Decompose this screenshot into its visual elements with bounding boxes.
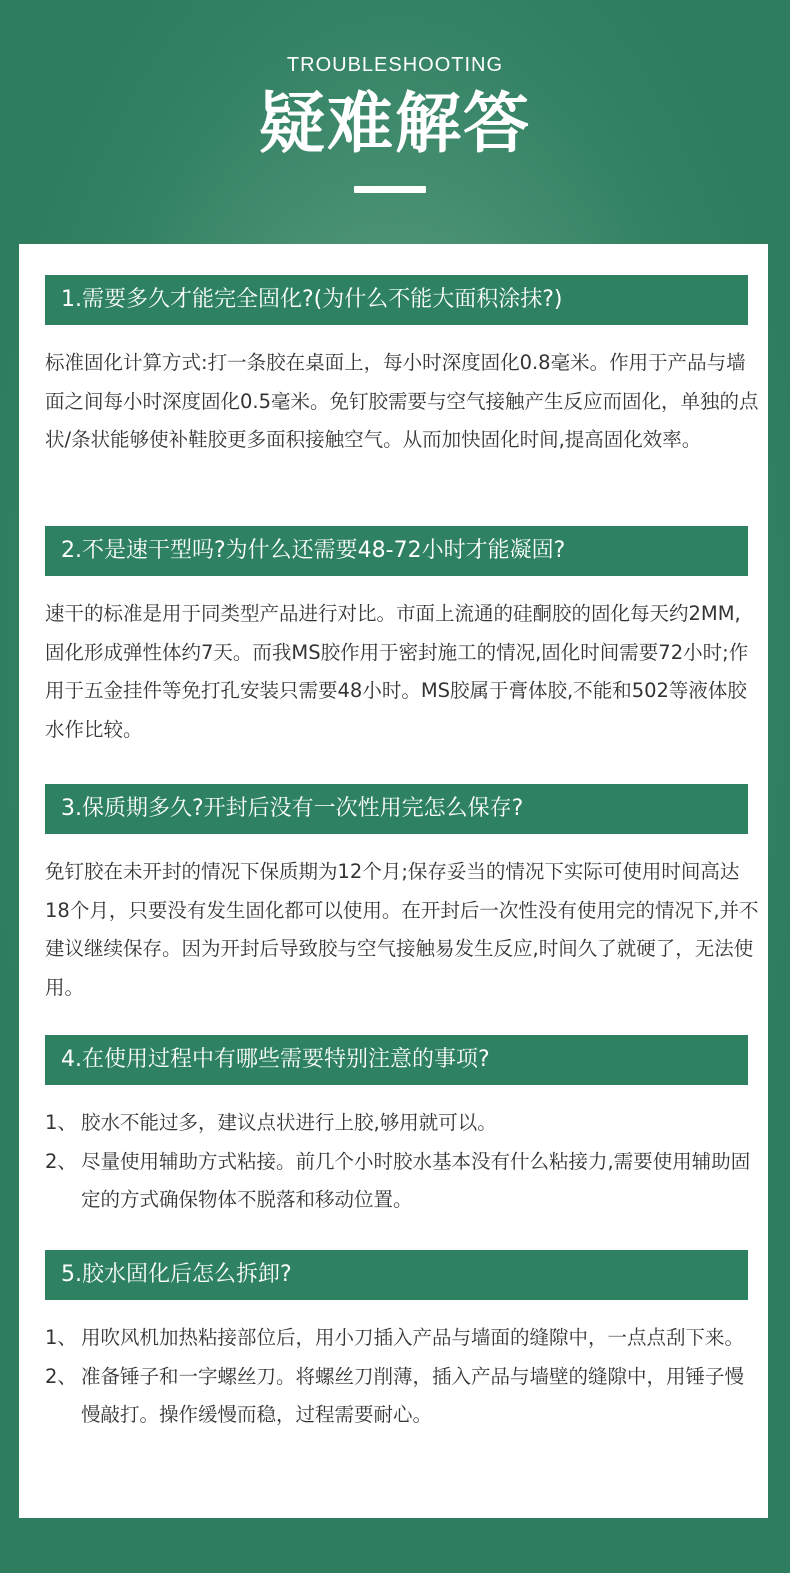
section-5-list (45, 1319, 759, 1435)
section-2-body: 速干的标准是用于同类型产品进行对比。市面上流通的硅酮胶的固化每天约2MM,固化形成弹性体约7天。而我MS胶作用于密封施工的情况,固化时间需要72小时;作用于五金挂件等免打孔安装只需要48小时。MS胶属于膏体胶,不能和502等液体胶水作比较。 (45, 602, 749, 741)
list-item-number: 2、 (45, 1364, 77, 1388)
section-5-title: 5.胶水固化后怎么拆卸? (45, 1250, 748, 1300)
title-underline (354, 186, 426, 193)
header-subtitle: TROUBLESHOOTING (286, 54, 504, 76)
header (0, 0, 790, 244)
section-4-list (45, 1104, 759, 1220)
section-4-title: 4.在使用过程中有哪些需要特别注意的事项? (45, 1035, 748, 1085)
list-item (45, 1319, 759, 1358)
content-panel (19, 244, 768, 1518)
list-item-text: 准备锤子和一字螺丝刀。将螺丝刀削薄，插入产品与墙壁的缝隙中，用锤子慢慢敲打。操作缓慢而稳，过程需要耐心。 (81, 1364, 745, 1426)
list-item-number: 2、 (45, 1149, 77, 1173)
list-item (45, 1358, 759, 1435)
list-item (45, 1104, 759, 1143)
section-2-title: 2.不是速干型吗?为什么还需要48-72小时才能凝固? (45, 526, 748, 576)
section-1-body: 标准固化计算方式:打一条胶在桌面上，每小时深度固化0.8毫米。作用于产品与墙面之间每小时深度固化0.5毫米。免钉胶需要与空气接触产生反应而固化，单独的点状/条状能够使补鞋胶更多面积接触空气。从而加快固化时间,提高固化效率。 (45, 351, 759, 451)
section-3-body: 免钉胶在未开封的情况下保质期为12个月;保存妥当的情况下实际可使用时间高达18个月，只要没有发生固化都可以使用。在开封后一次性没有使用完的情况下,并不建议继续保存。因为开封后导致胶与空气接触易发生反应,时间久了就硬了，无法使用。 (45, 860, 759, 999)
list-item-number: 1、 (45, 1326, 77, 1349)
list-item-text: 胶水不能过多，建议点状进行上胶,够用就可以。 (81, 1111, 497, 1134)
list-item-text: 尽量使用辅助方式粘接。前几个小时胶水基本没有什么粘接力,需要使用辅助固定的方式确保物体不脱落和移动位置。 (81, 1149, 751, 1211)
page-title: 疑难解答 (259, 85, 531, 162)
list-item-text: 用吹风机加热粘接部位后，用小刀插入产品与墙面的缝隙中，一点点刮下来。 (81, 1326, 745, 1349)
list-item (45, 1143, 759, 1220)
section-3-title: 3.保质期多久?开封后没有一次性用完怎么保存? (45, 784, 748, 834)
list-item-number: 1、 (45, 1111, 77, 1134)
section-1-title: 1.需要多久才能完全固化?(为什么不能大面积涂抹?) (45, 275, 748, 325)
